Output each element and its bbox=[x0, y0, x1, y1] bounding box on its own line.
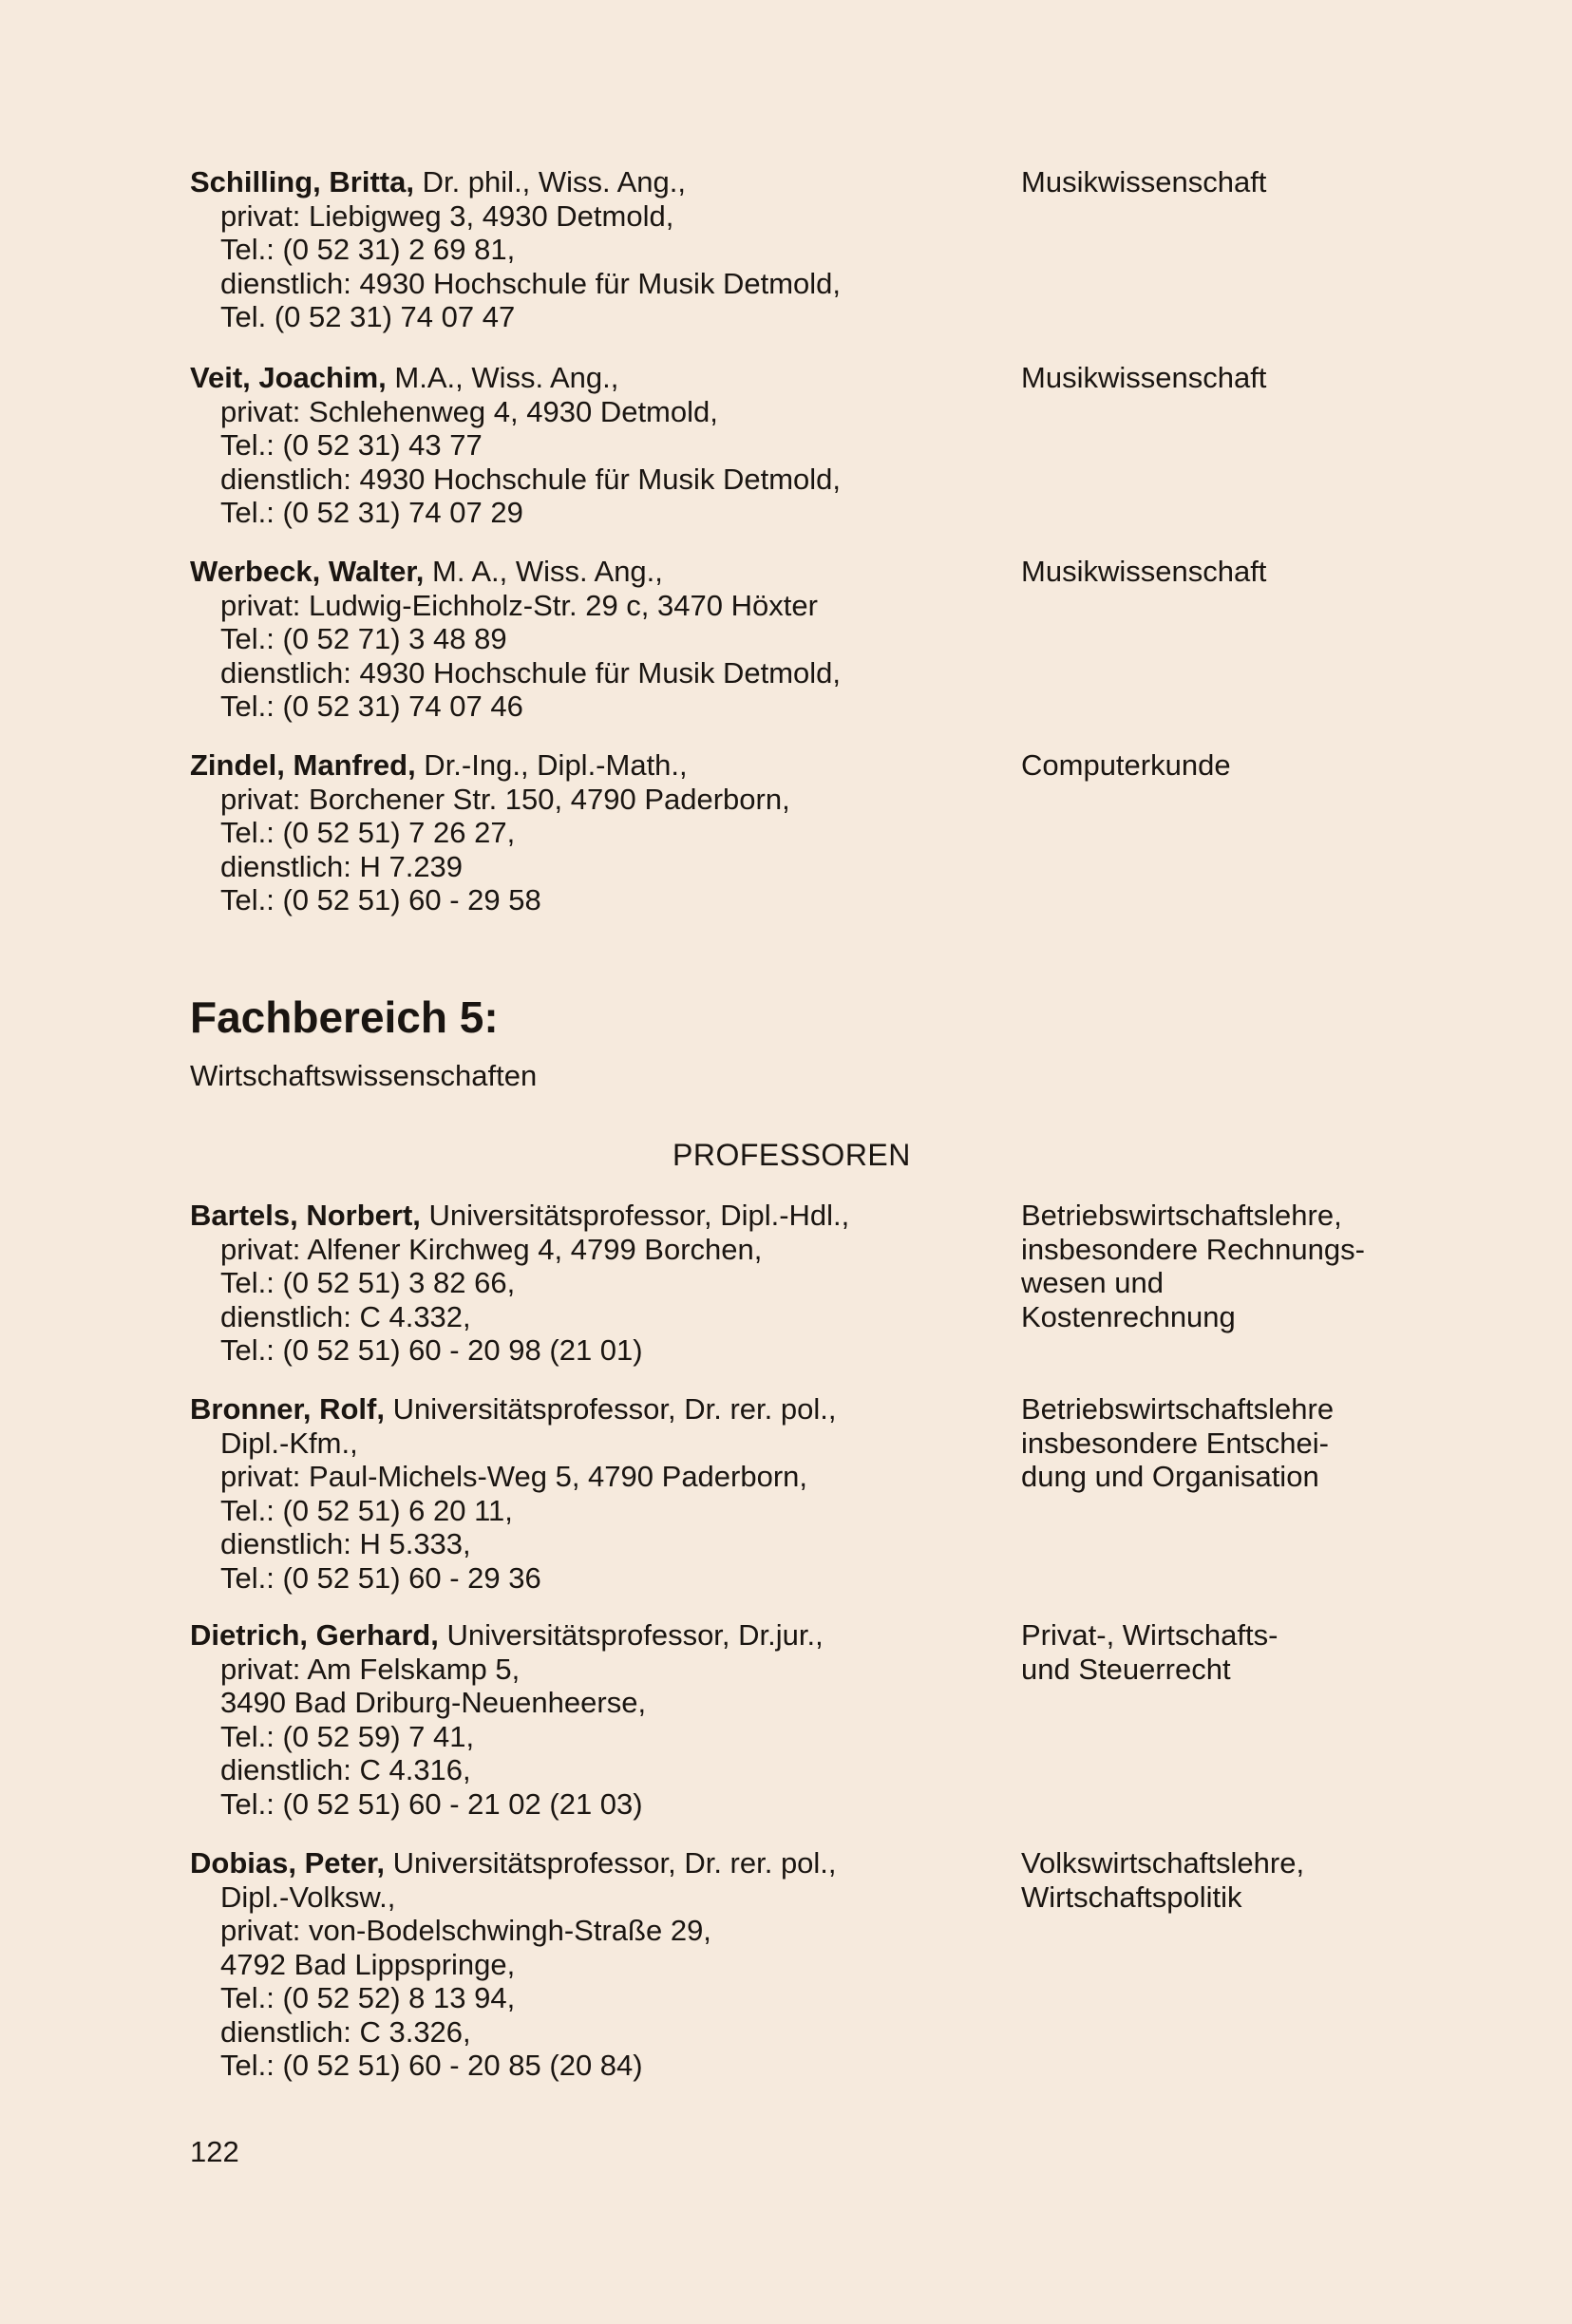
contact-line: privat: Ludwig-Eichholz-Str. 29 c, 3470 Höxter bbox=[220, 588, 818, 622]
contact-line: Tel.: (0 52 51) 3 82 66, bbox=[220, 1266, 516, 1299]
entry-heading-line bbox=[190, 1618, 1007, 1653]
subject-line: Musikwissenschaft bbox=[1021, 165, 1267, 198]
person-name: Schilling, Britta, bbox=[190, 165, 414, 198]
directory-entry bbox=[190, 1618, 1425, 1821]
contact-line: 3490 Bad Driburg-Neuenheerse, bbox=[220, 1686, 647, 1719]
entry-contact-block bbox=[190, 165, 1007, 334]
contact-line: privat: Paul-Michels-Weg 5, 4790 Paderborn, bbox=[220, 1460, 808, 1493]
section-title: Fachbereich 5: bbox=[190, 992, 499, 1042]
subject-line: Musikwissenschaft bbox=[1021, 361, 1267, 394]
group-heading: PROFESSOREN bbox=[672, 1138, 911, 1172]
subject-line: dung und Organisation bbox=[1021, 1460, 1319, 1493]
person-name: Dobias, Peter, bbox=[190, 1846, 386, 1880]
subject-line: Betriebswirtschaftslehre, bbox=[1021, 1199, 1342, 1232]
person-name: Bronner, Rolf, bbox=[190, 1392, 385, 1426]
person-title: M. A., Wiss. Ang., bbox=[424, 555, 663, 588]
contact-line: dienstlich: 4930 Hochschule für Musik Detmold, bbox=[220, 462, 842, 496]
subject-line: Privat-, Wirtschafts- bbox=[1021, 1618, 1278, 1652]
person-name: Veit, Joachim, bbox=[190, 361, 387, 394]
subject-line: Volkswirtschaftslehre, bbox=[1021, 1846, 1305, 1880]
entry-contact-block bbox=[190, 748, 1007, 917]
page-number: 122 bbox=[190, 2135, 239, 2168]
subject-area bbox=[1021, 1392, 1439, 1494]
directory-entry bbox=[190, 165, 1425, 334]
subject-line: wesen und bbox=[1021, 1266, 1164, 1299]
contact-line: Tel.: (0 52 51) 6 20 11, bbox=[220, 1493, 513, 1527]
person-name: Werbeck, Walter, bbox=[190, 555, 425, 588]
contact-line: dienstlich: C 4.332, bbox=[220, 1299, 471, 1333]
contact-line: dienstlich: 4930 Hochschule für Musik Detmold, bbox=[220, 266, 842, 300]
entry-heading-line bbox=[190, 1199, 1007, 1233]
contact-line: Dipl.-Volksw., bbox=[220, 1880, 396, 1914]
contact-line: dienstlich: H 7.239 bbox=[220, 849, 464, 883]
subject-area bbox=[1021, 1846, 1439, 1914]
directory-entry bbox=[190, 361, 1425, 530]
person-name: Dietrich, Gerhard, bbox=[190, 1618, 439, 1652]
contact-line: dienstlich: C 3.326, bbox=[220, 2014, 471, 2049]
entry-contact-block bbox=[190, 555, 1007, 724]
subject-area bbox=[1021, 748, 1439, 783]
entry-contact-block bbox=[190, 1618, 1007, 1821]
contact-line: privat: Schlehenweg 4, 4930 Detmold, bbox=[220, 394, 718, 428]
subject-line: Computerkunde bbox=[1021, 748, 1231, 782]
subject-area bbox=[1021, 1199, 1439, 1333]
entry-heading-line bbox=[190, 748, 1007, 783]
subject-area bbox=[1021, 165, 1439, 199]
person-title: Universitätsprofessor, Dipl.-Hdl., bbox=[420, 1199, 850, 1232]
person-title: Dr.-Ing., Dipl.-Math., bbox=[415, 748, 688, 782]
contact-line: dienstlich: H 5.333, bbox=[220, 1527, 471, 1560]
entry-heading-line bbox=[190, 1846, 1007, 1880]
subject-line: Musikwissenschaft bbox=[1021, 555, 1267, 588]
contact-line: privat: von-Bodelschwingh-Straße 29, bbox=[220, 1914, 711, 1947]
entry-heading-line bbox=[190, 1392, 1007, 1427]
contact-line: Tel.: (0 52 31) 74 07 29 bbox=[220, 496, 523, 529]
contact-line: Tel.: (0 52 31) 74 07 46 bbox=[220, 690, 523, 723]
contact-line: privat: Am Felskamp 5, bbox=[220, 1652, 521, 1686]
contact-line: privat: Liebigweg 3, 4930 Detmold, bbox=[220, 198, 674, 233]
entry-contact-block bbox=[190, 1846, 1007, 2083]
section-subtitle: Wirtschaftswissenschaften bbox=[190, 1059, 538, 1092]
subject-line: Betriebswirtschaftslehre bbox=[1021, 1392, 1335, 1426]
subject-line: und Steuerrecht bbox=[1021, 1652, 1231, 1686]
person-title: Universitätsprofessor, Dr. rer. pol., bbox=[385, 1846, 837, 1880]
contact-line: Tel.: (0 52 51) 60 - 29 58 bbox=[220, 883, 541, 916]
person-title: M.A., Wiss. Ang., bbox=[386, 361, 619, 394]
directory-entry bbox=[190, 555, 1425, 724]
contact-line: Tel.: (0 52 71) 3 48 89 bbox=[220, 622, 507, 655]
contact-line: dienstlich: 4930 Hochschule für Musik Detmold, bbox=[220, 655, 842, 690]
entry-contact-block bbox=[190, 1199, 1007, 1368]
contact-line: Tel.: (0 52 59) 7 41, bbox=[220, 1719, 475, 1753]
entry-contact-block bbox=[190, 1392, 1007, 1595]
contact-line: Tel.: (0 52 52) 8 13 94, bbox=[220, 1981, 516, 2014]
contact-line: privat: Alfener Kirchweg 4, 4799 Borchen, bbox=[220, 1232, 763, 1266]
contact-line: Dipl.-Kfm., bbox=[220, 1426, 358, 1460]
person-title: Universitätsprofessor, Dr.jur., bbox=[438, 1618, 824, 1652]
entry-heading-line bbox=[190, 555, 1007, 589]
contact-line: Tel.: (0 52 51) 7 26 27, bbox=[220, 816, 516, 849]
entry-contact-block bbox=[190, 361, 1007, 530]
person-name: Zindel, Manfred, bbox=[190, 748, 416, 782]
subject-line: Kostenrechnung bbox=[1021, 1299, 1236, 1333]
contact-line: Tel.: (0 52 31) 2 69 81, bbox=[220, 233, 516, 266]
contact-line: 4792 Bad Lippspringe, bbox=[220, 1947, 516, 1981]
contact-line: Tel. (0 52 31) 74 07 47 bbox=[220, 300, 516, 333]
contact-line: Tel.: (0 52 51) 60 - 29 36 bbox=[220, 1560, 541, 1595]
subject-area bbox=[1021, 555, 1439, 589]
directory-entry bbox=[190, 1846, 1425, 2083]
subject-line: insbesondere Rechnungs- bbox=[1021, 1232, 1365, 1266]
contact-line: Tel.: (0 52 51) 60 - 21 02 (21 03) bbox=[220, 1786, 643, 1821]
subject-line: insbesondere Entschei- bbox=[1021, 1426, 1329, 1460]
directory-entry bbox=[190, 748, 1425, 917]
contact-line: Tel.: (0 52 31) 43 77 bbox=[220, 428, 483, 462]
contact-line: Tel.: (0 52 51) 60 - 20 98 (21 01) bbox=[220, 1333, 643, 1367]
subject-area bbox=[1021, 361, 1439, 395]
contact-line: Tel.: (0 52 51) 60 - 20 85 (20 84) bbox=[220, 2049, 643, 2082]
person-name: Bartels, Norbert, bbox=[190, 1199, 421, 1232]
person-title: Dr. phil., Wiss. Ang., bbox=[413, 165, 686, 198]
entry-heading-line bbox=[190, 165, 1007, 199]
directory-entry bbox=[190, 1392, 1425, 1595]
subject-line: Wirtschaftspolitik bbox=[1021, 1880, 1242, 1914]
contact-line: privat: Borchener Str. 150, 4790 Paderborn, bbox=[220, 782, 790, 816]
contact-line: dienstlich: C 4.316, bbox=[220, 1753, 471, 1786]
subject-area bbox=[1021, 1618, 1439, 1686]
entry-heading-line bbox=[190, 361, 1007, 395]
person-title: Universitätsprofessor, Dr. rer. pol., bbox=[384, 1392, 837, 1426]
directory-entry bbox=[190, 1199, 1425, 1368]
